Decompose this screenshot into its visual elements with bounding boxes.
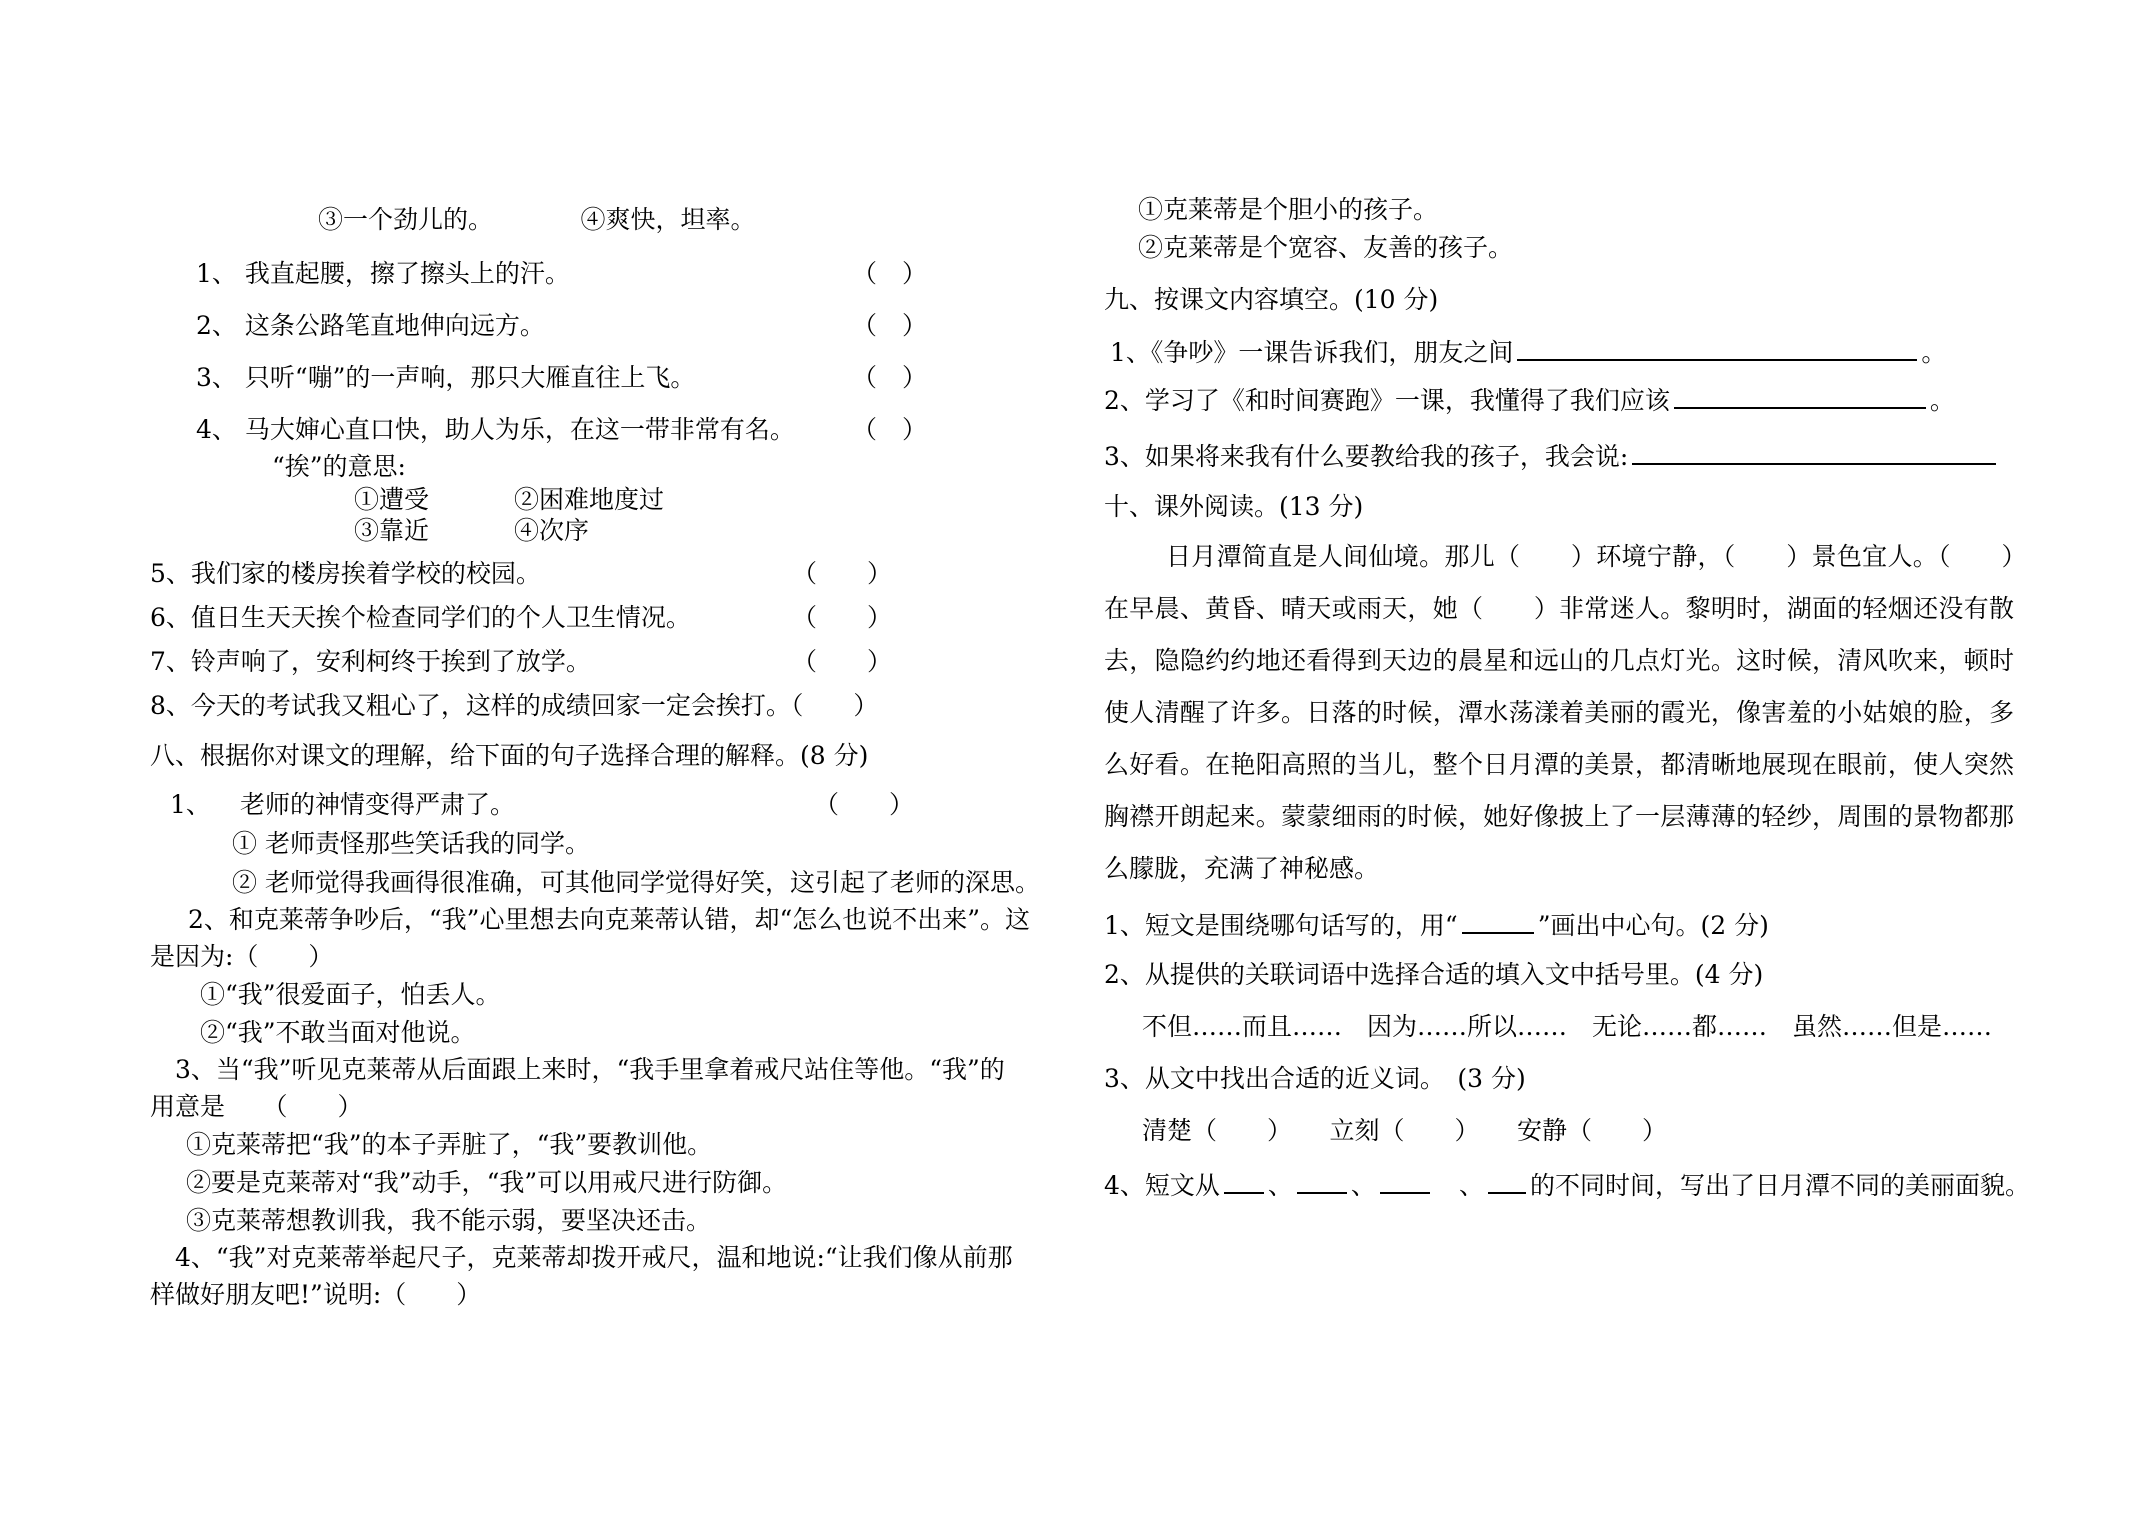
s8-answer-paren-1[interactable]: （ ） — [814, 790, 915, 819]
r4-text-b: 的不同时间，写出了日月潭不同的美丽面貌。 — [1529, 1171, 2030, 1200]
s9-question-1 — [1110, 333, 1946, 370]
reading-question-2: 2、从提供的关联词语中选择合适的填入文中括号里。(4 分) — [1104, 960, 1764, 989]
ai-option-2: ②困难地度过 — [514, 485, 665, 514]
s8-question-3-line-a: 3、当“我”听见克莱蒂从后面跟上来时，“我手里拿着戒尺站住等他。“我”的 — [175, 1055, 1005, 1084]
question-8: 8、今天的考试我又粗心了，这样的成绩回家一定会挨打。（ ） — [150, 691, 879, 720]
answer-paren-3[interactable]: （ ） — [852, 363, 928, 392]
question-3: 3、 只听“嘣”的一声响，那只大雁直往上飞。 — [196, 363, 696, 392]
s8-q3-option-1: ①克莱蒂把“我”的本子弄脏了，“我”要教训他。 — [186, 1130, 713, 1159]
section-8-title: 八、根据你对课文的理解，给下面的句子选择合理的解释。(8 分) — [150, 741, 869, 770]
question-1: 1、 我直起腰，擦了擦头上的汗。 — [196, 259, 570, 288]
s8-question-1: 老师的神情变得严肃了。 — [240, 790, 516, 819]
s9-question-3 — [1104, 437, 2000, 474]
option-tolerant: ②克莱蒂是个宽容、友善的孩子。 — [1138, 233, 1514, 262]
r4-blank-2[interactable] — [1297, 1166, 1347, 1194]
answer-paren-6[interactable]: （ ） — [792, 603, 893, 632]
reading-passage: 日月潭简直是人间仙境。那儿（ ）环境宁静，（ ）景色宜人。（ ）在早晨、黄昏、晴天或雨天，她（ ）非常迷人。黎明时，湖面的轻烟还没有散去，隐隐约约地还看得到天边的晨星和远山的几点灯光。这时候，清风吹来，顿时使人清醒了许多。日落的时候，潭水荡漾着美丽的霞光，像害羞的小姑娘的脸，多么好看。在艳阳高照的当儿，整个日月潭的美景，都清晰地展现在眼前，使人突然胸襟开朗起来。蒙蒙细雨的时候，她好像披上了一层薄薄的轻纱，周围的景物都那么朦胧，充满了神秘感。 — [1104, 542, 2014, 883]
s9-q2-blank[interactable] — [1674, 381, 1926, 409]
question-2: 2、 这条公路笔直地伸向远方。 — [196, 311, 545, 340]
ai-option-1: ①遭受 — [354, 485, 430, 514]
reading-question-1 — [1104, 906, 1769, 943]
r4-sep-3: 、 — [1433, 1171, 1484, 1200]
s9-q3-text: 3、如果将来我有什么要教给我的孩子，我会说: — [1104, 442, 1629, 471]
question-6: 6、值日生天天挨个检查同学们的个人卫生情况。 — [150, 603, 691, 632]
s8-q1-option-1: ① 老师责怪那些笑话我的同学。 — [232, 829, 590, 858]
s8-question-4-line-a: 4、“我”对克莱蒂举起尺子，克莱蒂却拨开戒尺，温和地说:“让我们像从前那 — [175, 1243, 1013, 1272]
s8-q3-option-3: ③克莱蒂想教训我，我不能示弱，要坚决还击。 — [186, 1206, 712, 1235]
r1-underline-sample — [1462, 906, 1534, 934]
reading-question-4 — [1104, 1166, 2030, 1203]
s8-q2-option-1: ①“我”很爱面子，怕丢人。 — [200, 980, 501, 1009]
s9-q1-period: 。 — [1921, 338, 1947, 367]
answer-paren-5[interactable]: （ ） — [792, 559, 893, 588]
synonym-items: 清楚（ ） 立刻（ ） 安静（ ） — [1142, 1116, 1668, 1145]
r4-blank-1[interactable] — [1224, 1166, 1264, 1194]
ai-option-4: ④次序 — [514, 516, 590, 545]
s9-q3-blank[interactable] — [1632, 437, 1996, 465]
answer-paren-4[interactable]: （ ） — [852, 415, 928, 444]
s9-q1-text: 1、《争吵》一课告诉我们，朋友之间 — [1110, 338, 1514, 367]
r4-text-a: 4、短文从 — [1104, 1171, 1220, 1200]
s9-q2-period: 。 — [1929, 386, 1955, 415]
answer-paren-1[interactable]: （ ） — [852, 259, 928, 288]
reading-question-3: 3、从文中找出合适的近义词。 (3 分) — [1104, 1064, 1526, 1093]
options-3-4: ③一个劲儿的。 ④爽快，坦率。 — [318, 205, 756, 234]
question-4: 4、 马大婶心直口快，助人为乐，在这一带非常有名。 — [196, 415, 795, 444]
ai-option-3: ③靠近 — [354, 516, 430, 545]
s9-question-2 — [1104, 381, 1955, 418]
question-5: 5、我们家的楼房挨着学校的校园。 — [150, 559, 541, 588]
option-timid: ①克莱蒂是个胆小的孩子。 — [1138, 195, 1439, 224]
answer-paren-7[interactable]: （ ） — [792, 647, 893, 676]
s8-q2-option-2: ②“我”不敢当面对他说。 — [200, 1018, 476, 1047]
r4-blank-4[interactable] — [1488, 1166, 1526, 1194]
s8-question-4-line-b: 样做好朋友吧!”说明:（ ） — [150, 1280, 482, 1309]
r4-sep-1: 、 — [1267, 1171, 1293, 1200]
section-10-title: 十、课外阅读。(13 分) — [1104, 492, 1364, 521]
s8-question-2-line-a: 2、和克莱蒂争吵后，“我”心里想去向克莱蒂认错，却“怎么也说不出来”。这 — [188, 905, 1031, 934]
answer-paren-2[interactable]: （ ） — [852, 311, 928, 340]
s8-question-1-number: 1、 — [170, 790, 211, 819]
question-7: 7、铃声响了，安利柯终于挨到了放学。 — [150, 647, 591, 676]
r4-blank-3[interactable] — [1380, 1166, 1430, 1194]
r1-text-a: 1、短文是围绕哪句话写的，用“ — [1104, 911, 1458, 940]
r4-sep-2: 、 — [1350, 1171, 1376, 1200]
s8-question-2-line-b: 是因为:（ ） — [150, 942, 334, 971]
conjunction-options: 不但……而且…… 因为……所以…… 无论……都…… 虽然……但是…… — [1142, 1012, 1993, 1041]
s9-q1-blank[interactable] — [1517, 333, 1917, 361]
r1-text-b: ”画出中心句。(2 分) — [1537, 911, 1769, 940]
s8-q3-option-2: ②要是克莱蒂对“我”动手，“我”可以用戒尺进行防御。 — [186, 1168, 788, 1197]
s8-q1-option-2: ② 老师觉得我画得很准确，可其他同学觉得好笑，这引起了老师的深思。 — [232, 868, 1040, 897]
s9-q2-text: 2、学习了《和时间赛跑》一课，我懂得了我们应该 — [1104, 386, 1670, 415]
s8-question-3-line-b: 用意是 （ ） — [150, 1092, 363, 1121]
ai-meaning-heading: “挨”的意思: — [272, 452, 406, 481]
section-9-title: 九、按课文内容填空。(10 分) — [1104, 285, 1439, 314]
